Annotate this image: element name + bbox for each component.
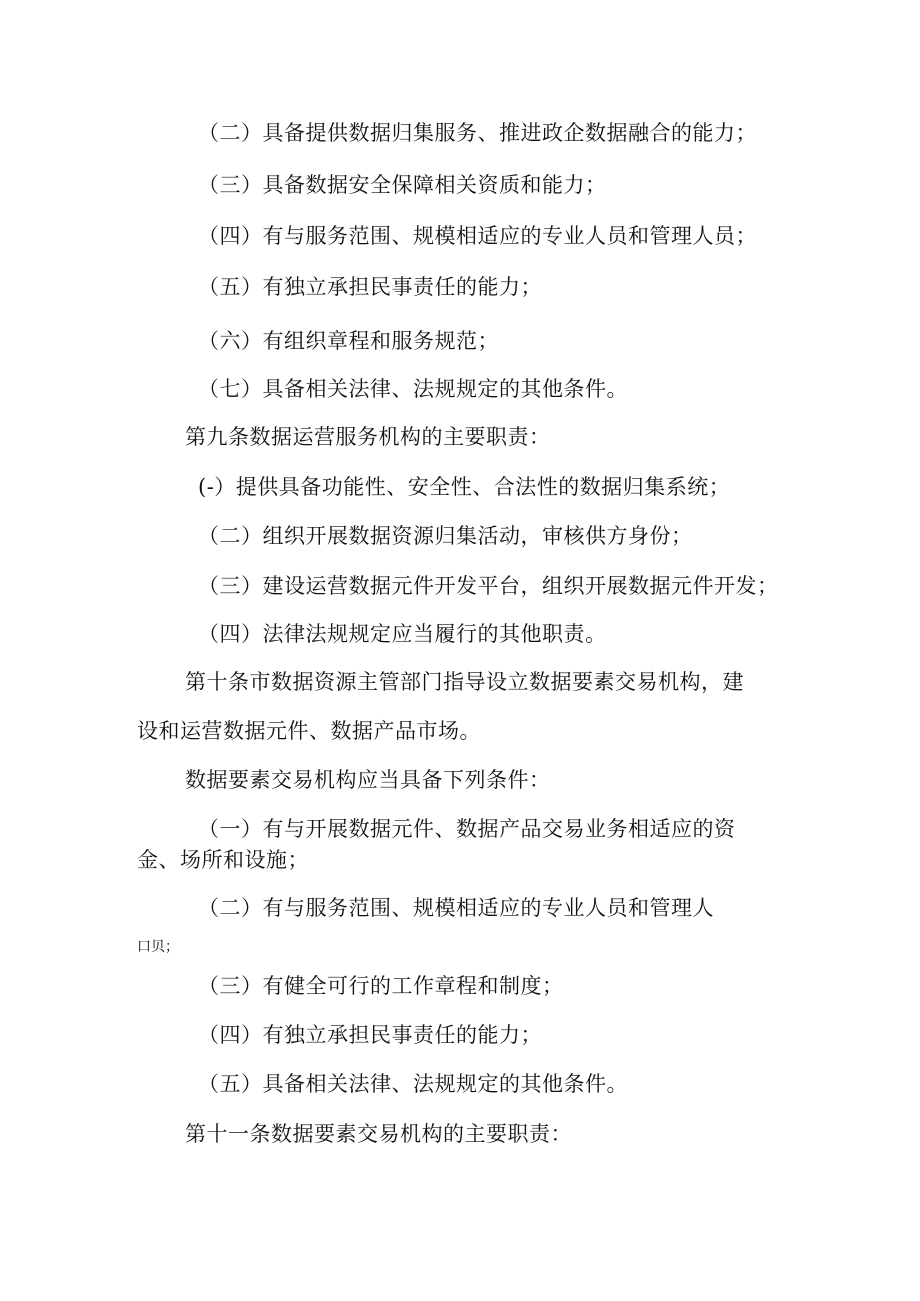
text-line: （六）有组织章程和服务规范；: [198, 329, 499, 353]
text-line: （四）有独立承担民事责任的能力；: [198, 1023, 542, 1047]
text-line: （七）具备相关法律、法规规定的其他条件。: [198, 377, 628, 401]
text-line: （三）有健全可行的工作章程和制度；: [198, 974, 564, 998]
text-line: （四）法律法规规定应当履行的其他职责。: [198, 622, 607, 646]
text-line: （五）具备相关法律、法规规定的其他条件。: [198, 1072, 628, 1096]
text-line: （二）具备提供数据归集服务、推进政企数据融合的能力；: [198, 121, 757, 145]
text-line: 数据要素交易机构应当具备下列条件：: [185, 768, 551, 792]
article-heading: 第十一条数据要素交易机构的主要职责：: [185, 1122, 572, 1146]
text-line: 金、场所和设施；: [137, 848, 309, 872]
article-heading: 第十条市数据资源主管部门指导设立数据要素交易机构，建: [185, 670, 744, 694]
text-line: （三）建设运营数据元件开发平台，组织开展数据元件开发；: [198, 574, 779, 598]
text-line: 设和运营数据元件、数据产品市场。: [137, 719, 481, 743]
text-line: （一）有与开展数据元件、数据产品交易业务相适应的资: [198, 817, 736, 841]
text-line: （四）有与服务范围、规模相适应的专业人员和管理人员；: [198, 224, 757, 248]
text-line: （五）有独立承担民事责任的能力；: [198, 275, 542, 299]
text-line: （二）有与服务范围、规模相适应的专业人员和管理人: [198, 896, 714, 920]
article-heading: 第九条数据运营服务机构的主要职责：: [185, 425, 551, 449]
text-line: （三）具备数据安全保障相关资质和能力；: [198, 173, 607, 197]
text-line: 口贝；: [137, 939, 179, 955]
text-line: （二）组织开展数据资源归集活动，审核供方身份；: [198, 524, 693, 548]
text-line: (-）提供具备功能性、安全性、合法性的数据归集系统；: [198, 475, 731, 499]
